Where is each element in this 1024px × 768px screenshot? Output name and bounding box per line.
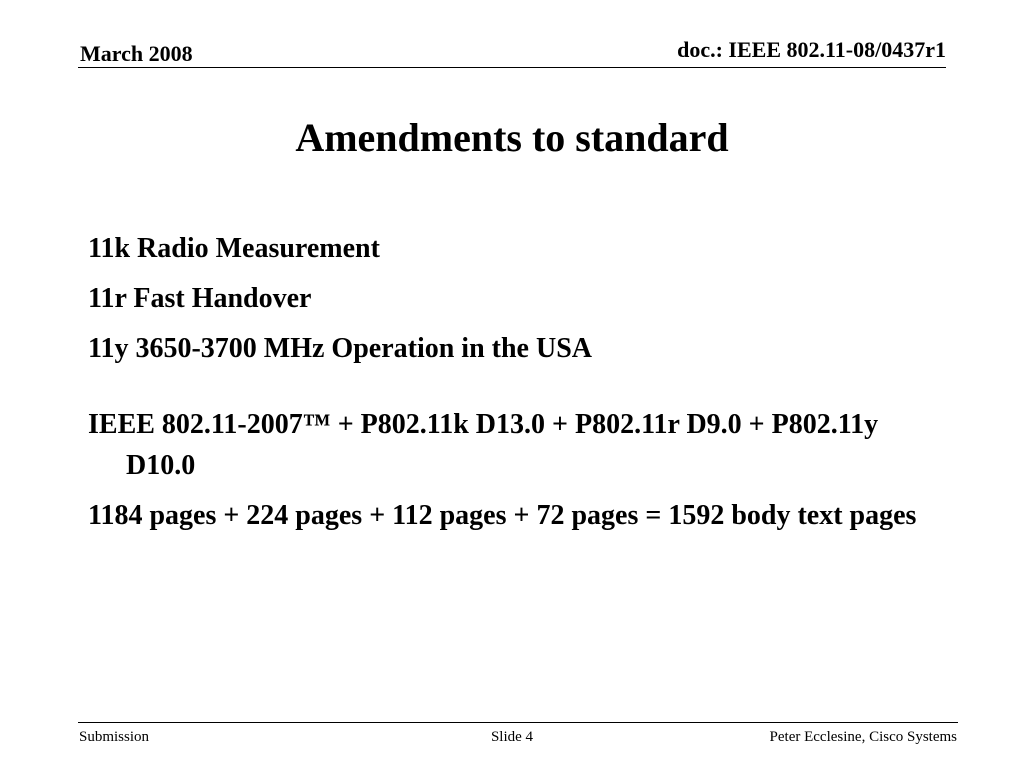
bullet-11r: 11r Fast Handover [88, 283, 312, 314]
footer-author: Peter Ecclesine, Cisco Systems [769, 729, 957, 745]
header-doc-id: doc.: IEEE 802.11-08/0437r1 [677, 37, 946, 62]
footer-divider [78, 722, 958, 723]
bullet-11y: 11y 3650-3700 MHz Operation in the USA [88, 333, 592, 364]
header-divider [78, 67, 946, 68]
header-date: March 2008 [80, 41, 193, 66]
bullet-page-count: 1184 pages + 224 pages + 112 pages + 72 pages = 1592 body text pages [88, 500, 917, 531]
footer-submission: Submission [79, 729, 150, 745]
footer-slide-number: Slide 4 [490, 729, 534, 745]
slide-title: Amendments to standard [295, 115, 729, 160]
bullet-standard-composition: IEEE 802.11-2007™ + P802.11k D13.0 + P802.11r D9.0 + P802.11y D10.0 [88, 409, 879, 481]
bullet-11k: 11k Radio Measurement [88, 233, 380, 264]
slide-body [88, 228, 948, 545]
